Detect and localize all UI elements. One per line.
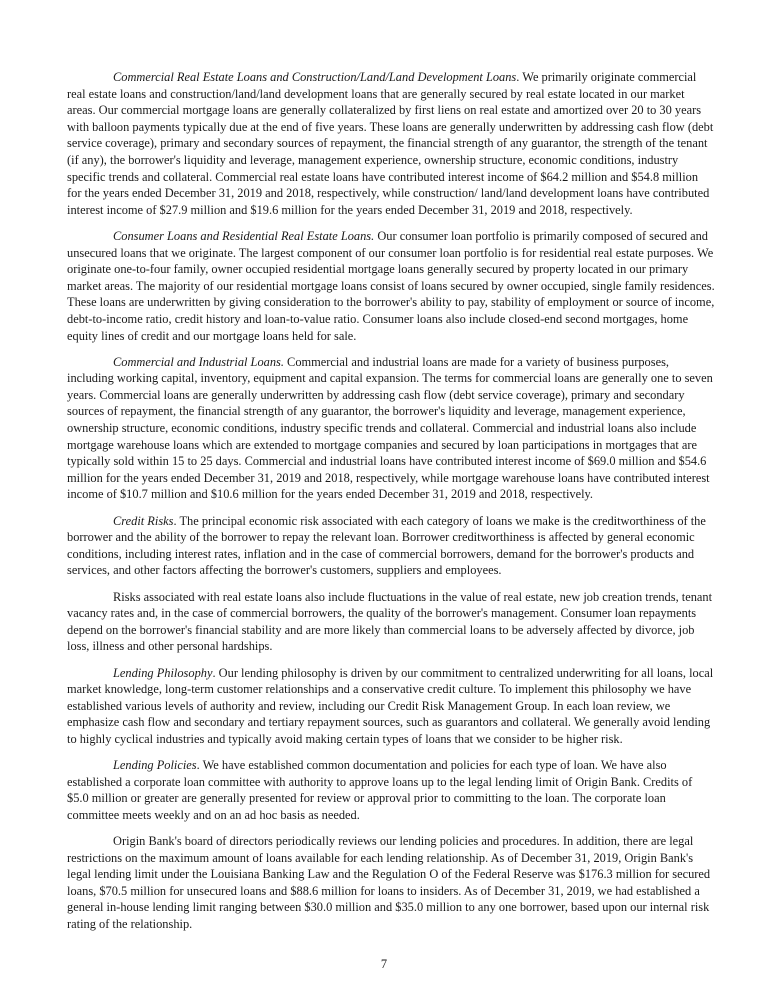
paragraph-heading: Credit Risks — [113, 513, 174, 528]
paragraph-body: Origin Bank's board of directors periodically reviews our lending policies and procedures. In addition, there are legal restrictions on the maximum amount of loans available for each lending relationship. As of December 31, 2019, Origin Bank's legal lending limit under the Louisiana Banking Law and the Regulation O of the Federal Reserve was $176.3 million for secured loans, $70.5 million for unsecured loans and $88.6 million for loans to insiders. As of December 31, 2019, we had established a general in-house lending limit ranging between $30.0 million and $35.0 million to any one borrower, based upon our internal risk rating of the relationship. — [67, 834, 711, 932]
paragraph-credit-risks — [67, 513, 715, 579]
document-page — [67, 69, 715, 942]
paragraph-heading-punct: . — [196, 758, 200, 773]
paragraph-body: The principal economic risk associated with each category of loans we make is the creditworthiness of the borrower and the ability of the borrower to repay the relevant loan. Borrower creditworthiness is affected by general economic conditions, including interest rates, inflation and in the case of commercial borrowers, demand for the borrower's products and services, and other factors affecting the borrower's customers, suppliers and employees. — [67, 513, 706, 578]
paragraph-heading: Commercial Real Estate Loans and Construction/Land/Land Development Loans — [113, 70, 517, 84]
paragraph-heading-punct: . — [212, 665, 216, 680]
paragraph-heading: Consumer Loans and Residential Real Estate Loans. — [113, 228, 375, 243]
paragraph-heading: Lending Philosophy — [113, 665, 213, 680]
paragraph-body: Commercial and industrial loans are made for a variety of business purposes, including working capital, inventory, equipment and capital expansion. The terms for commercial loans are generally one to seven years. Commercial loans are generally underwritten by addressing cash flow (debt service coverage), primary and secondary sources of repayment, the financial strength of any guarantor, the borrower's liquidity and leverage, management experience, ownership structure, economic conditions, industry specific trends and collateral. Commercial and industrial loans also include mortgage warehouse loans which are extended to mortgage companies and secured by loan participations in mortgages that are typically sold within 15 to 25 days. Commercial and industrial loans have contributed interest income of $69.0 million and $54.6 million for the years ended December 31, 2019 and 2018, respectively, while mortgage warehouse loans have contributed interest income of $10.7 million and $10.6 million for the years ended December 31, 2019 and 2018, respectively. — [67, 354, 713, 502]
paragraph-board-review — [67, 833, 715, 933]
paragraph-body: Our lending philosophy is driven by our commitment to centralized underwriting for all loans, local market knowledge, long-term customer relationships and a conservative credit culture. To implement this philosophy we have established various levels of authority and review, including our Credit Risk Management Group. In each loan review, we emphasize cash flow and secondary and tertiary repayment sources, such as guarantors and collateral. We generally avoid lending to highly cyclical industries and typically avoid making certain types of loans that we consider to be higher risk. — [67, 665, 714, 746]
paragraph-real-estate-risks — [67, 589, 715, 655]
paragraph-heading: Lending Policies — [113, 758, 197, 773]
paragraph-lending-policies — [67, 757, 715, 823]
paragraph-heading: Commercial and Industrial Loans. — [113, 354, 284, 369]
page-number: 7 — [380, 957, 388, 971]
paragraph-heading-punct: . — [516, 70, 520, 84]
paragraph-body: We primarily originate commercial real estate loans and construction/land/land development loans that are generally secured by real estate located in our market areas. Our commercial mortgage loans are generally collateralized by first liens on real estate and amortized over 20 to 30 years with balloon payments typically due at the end of five years. These loans are generally underwritten by addressing cash flow (debt service coverage), primary and secondary sources of repayment, the financial strength of any guarantor, the strength of the tenant (if any), the borrower's liquidity and leverage, management experience, ownership structure, economic conditions, industry specific trends and collateral. Commercial real estate loans have contributed interest income of $64.2 million and $54.8 million for the years ended December 31, 2019 and 2018, respectively, while construction/ land/land development loans have contributed interest income of $27.9 million and $19.6 million for the years ended December 31, 2019 and 2018, respectively. — [67, 70, 714, 217]
paragraph-commercial-industrial-loans — [67, 354, 715, 503]
paragraph-commercial-real-estate-loans — [67, 69, 715, 218]
paragraph-consumer-loans — [67, 228, 715, 344]
paragraph-lending-philosophy — [67, 665, 715, 748]
paragraph-body: Risks associated with real estate loans also include fluctuations in the value of real estate, new job creation trends, tenant vacancy rates and, in the case of commercial borrowers, the quality of the borrower's management. Consumer loan repayments depend on the borrower's financial stability and are more likely than commercial loans to be adversely affected by divorce, job loss, illness and other personal hardships. — [67, 589, 713, 654]
paragraph-heading-punct: . — [173, 513, 177, 528]
paragraph-body: Our consumer loan portfolio is primarily composed of secured and unsecured loans that we originate. The largest component of our consumer loan portfolio is for residential real estate purposes. We originate one-to-four family, owner occupied residential mortgage loans generally secured by property located in our primary market areas. The majority of our residential mortgage loans consist of loans secured by owner occupied, single family residences. These loans are underwritten by giving consideration to the borrower's ability to pay, stability of employment or source of income, debt-to-income ratio, credit history and loan-to-value ratio. Consumer loans also include closed-end second mortgages, home equity lines of credit and our mortgage loans held for sale. — [67, 228, 715, 343]
paragraph-body: We have established common documentation and policies for each type of loan. We have also established a corporate loan committee with authority to approve loans up to the legal lending limit of Origin Bank. Credits of $5.0 million or greater are generally presented for review or approval prior to committing to the loan. The corporate loan committee meets weekly and on an ad hoc basis as needed. — [67, 758, 693, 822]
